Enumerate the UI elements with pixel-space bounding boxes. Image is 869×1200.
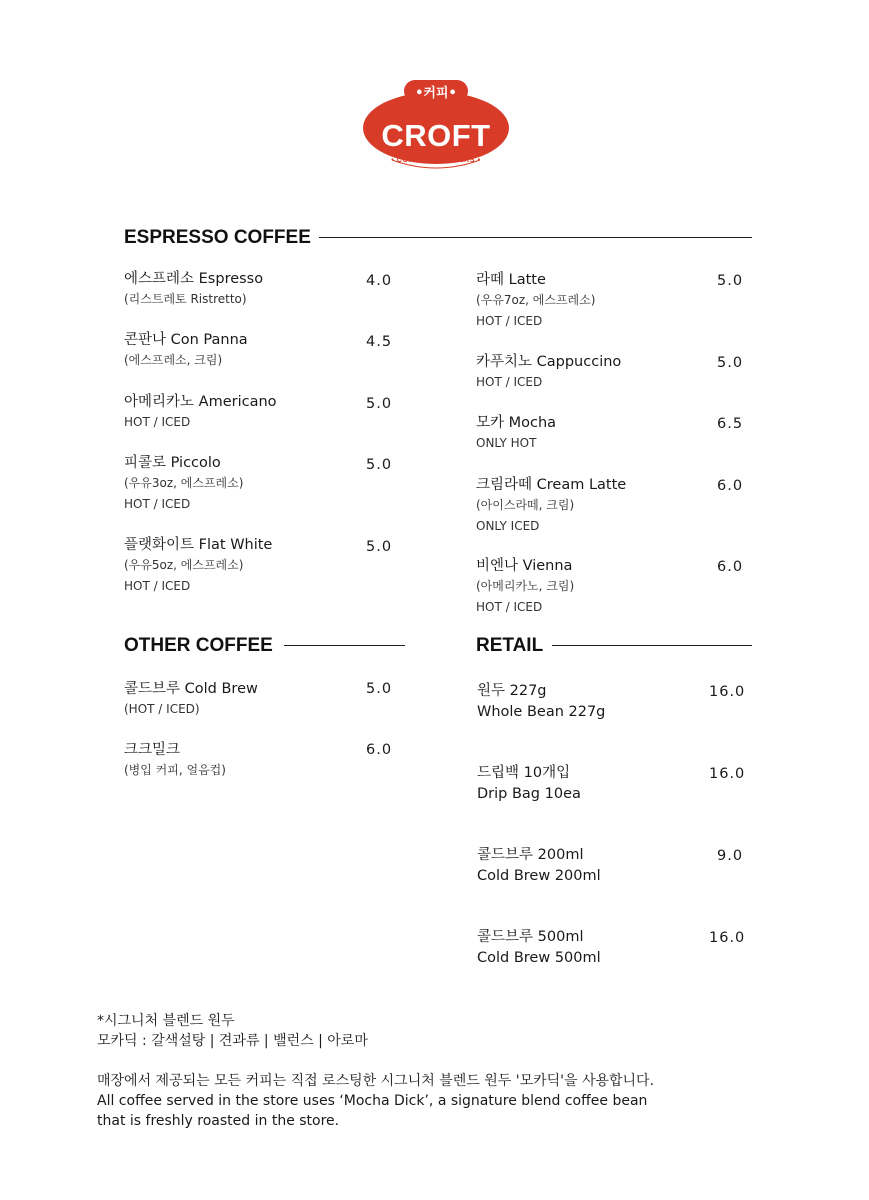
section-title-retail: RETAIL [476,635,544,656]
price: 4.5 [366,334,393,350]
price: 6.5 [717,416,744,432]
menu-item-flat-white: 플랫화이트 Flat White (우유5oz, 에스프레소) HOT / ICED [124,537,273,593]
menu-item-espresso: 에스프레소 Espresso (리스트레토 Ristretto) [124,271,264,306]
menu-item-cream-latte: 크림라떼 Cream Latte (아이스라떼, 크림) ONLY ICED [476,477,627,533]
retail-item-whole-bean: 원두 227g Whole Bean 227g [477,683,606,720]
footer-flavor-notes: 모카딕 : 갈색설탕 | 견과류 | 밸런스 | 아로마 [97,1033,368,1049]
section-divider [552,645,752,646]
section-title-other-coffee: OTHER COFFEE [124,635,273,656]
price: 6.0 [366,742,393,758]
price: 5.0 [366,396,393,412]
price: 5.0 [366,539,393,555]
price: 16.0 [709,684,746,700]
price: 6.0 [717,559,744,575]
menu-item-kk-milk: 크크밀크 (병입 커피, 얼음컵) [124,742,226,777]
price: 5.0 [717,355,744,371]
menu-item-cold-brew: 콜드브루 Cold Brew (HOT / ICED) [124,681,258,716]
menu-item-con-panna: 콘판나 Con Panna (에스프레소, 크림) [124,332,248,367]
price: 5.0 [366,457,393,473]
footer-notice-english-2: that is freshly roasted in the store. [97,1113,340,1129]
footer-signature-blend [97,1011,368,1051]
menu-item-vienna: 비엔나 Vienna (아메리카노, 크림) HOT / ICED [476,558,575,614]
price: 16.0 [709,766,746,782]
menu-item-mocha: 모카 Mocha ONLY HOT [476,415,557,450]
menu-item-piccolo: 피콜로 Piccolo (우유3oz, 에스프레소) HOT / ICED [124,455,244,511]
price: 5.0 [366,681,393,697]
menu-item-latte: 라떼 Latte (우유7oz, 에스프레소) HOT / ICED [476,272,596,328]
logo-korean-text: •커피• [415,86,457,101]
footer-notice [97,1071,654,1131]
price: 16.0 [709,930,746,946]
menu-item-americano: 아메리카노 Americano HOT / ICED [124,394,277,429]
footer-notice-english-1: All coffee served in the store uses ‘Mocha Dick’, a signature blend coffee bean [97,1093,648,1109]
retail-item-cold-brew-200: 콜드브루 200ml Cold Brew 200ml [477,847,601,884]
menu-item-cappuccino: 카푸치노 Cappuccino HOT / ICED [476,354,622,389]
price: 6.0 [717,478,744,494]
logo-tagline: • COFFEE ROASTERS • [391,157,481,164]
price: 4.0 [366,273,393,289]
retail-item-drip-bag: 드립백 10개입 Drip Bag 10ea [477,765,581,802]
logo-brand-name: CROFT [381,118,491,153]
price: 9.0 [717,848,744,864]
section-title-espresso: ESPRESSO COFFEE [124,227,311,248]
section-divider [284,645,405,646]
footer-signature-title: *시그니처 블렌드 원두 [97,1013,235,1029]
croft-logo [362,74,510,172]
footer-notice-korean: 매장에서 제공되는 모든 커피는 직접 로스팅한 시그니처 블렌드 원두 '모카딕'을 사용합니다. [97,1073,655,1089]
retail-item-cold-brew-500: 콜드브루 500ml Cold Brew 500ml [477,929,601,966]
section-divider [319,237,752,238]
price: 5.0 [717,273,744,289]
